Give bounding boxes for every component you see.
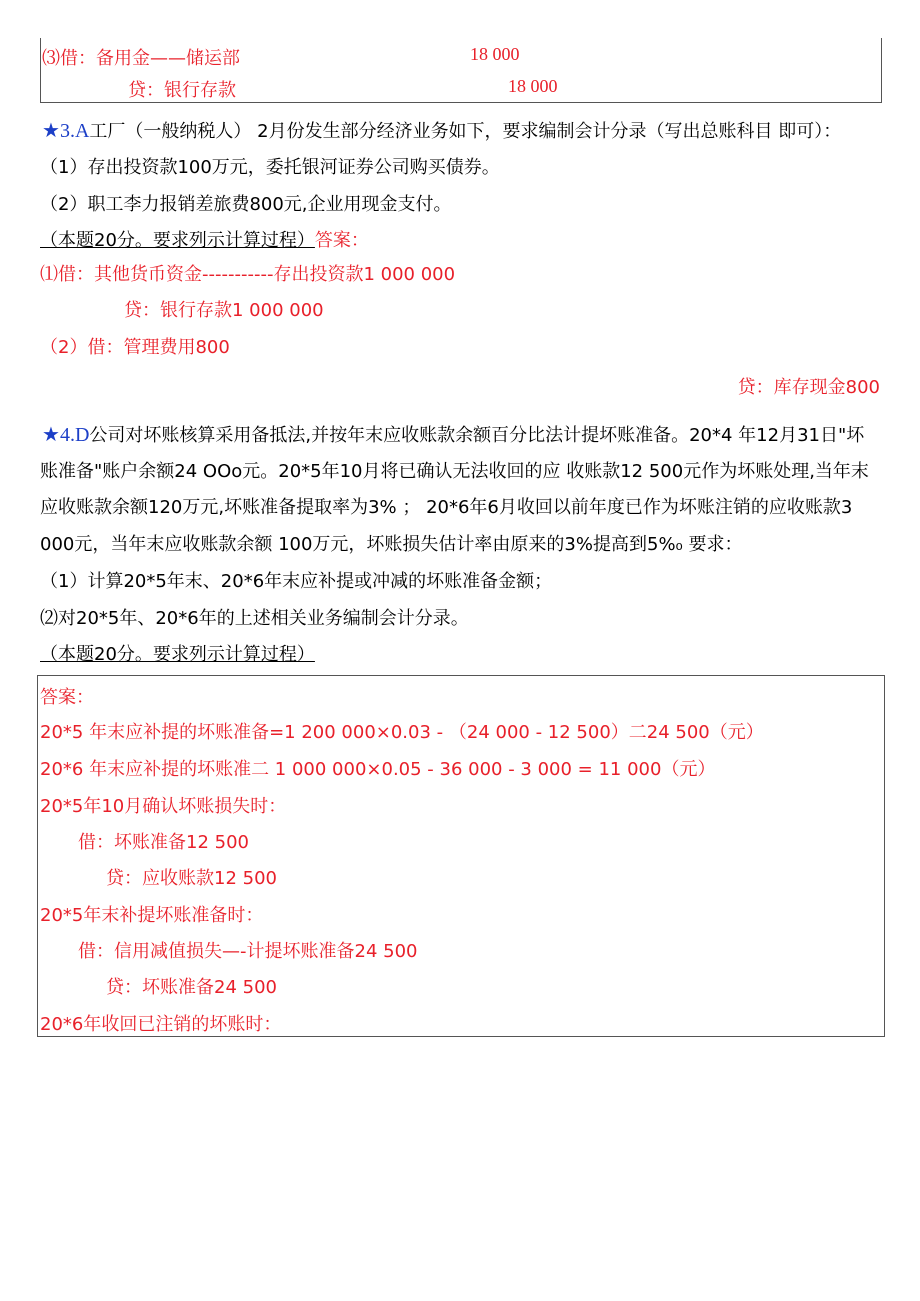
answer-line-5: 贷：应收账款12 500 [106,868,277,889]
answer-line-1: 20*5 年末应补提的坏账准备=1 200 000×0.03 - （24 000 - 12 500）二24 500（元） [40,722,764,743]
question-4-stem-line-4: 000元，当年末应收账款余额 100万元，坏账损失估计率由原来的3%提高到5%₀ 要求： [40,534,743,555]
question-4-item-2: ⑵对20*5年、20*6年的上述相关业务编制会计分录。 [40,608,469,629]
question-number: 4.D [59,424,90,446]
entry-credit-label: 贷：银行存款 [128,80,236,101]
q3-answer-1-credit: 贷：银行存款1 000 000 [124,300,324,321]
question-4-heading [42,421,864,447]
answer-label: 答案： [314,230,369,251]
question-4-stem-line-2: 账准备"账户余额24 OOo元。20*5年10月将已确认无法收回的应 收账款12 500元作为坏账处理,当年末 [40,461,869,482]
question-3-note [40,226,369,252]
answer-box-label: 答案： [40,687,94,708]
q3-answer-1-debit: ⑴借：其他货币资金-----------存出投资款1 000 000 [40,264,456,285]
question-4-item-1: （1）计算20*5年末、20*6年末应补提或冲减的坏账准备金额； [40,571,553,592]
answer-line-4: 借：坏账准备12 500 [78,832,249,853]
question-number: 3.A [59,120,90,142]
question-3-item-2: （2）职工李力报销差旅费800元,企业用现金支付。 [40,194,452,215]
score-note: （本题20分。要求列示计算过程） [40,230,315,251]
answer-line-7: 借：信用减值损失—-计提坏账准备24 500 [78,941,418,962]
answer-line-8: 贷：坏账准备24 500 [106,977,277,998]
q3-answer-2-debit: （2）借：管理费用800 [40,337,230,358]
question-stem: 工厂（一般纳税人） 2月份发生部分经济业务如下，要求编制会计分录（写出总账科目 即可）： [89,121,842,142]
question-3-item-1: （1）存出投资款100万元，委托银河证券公司购买债券。 [40,157,500,178]
question-4-note: （本题20分。要求列示计算过程） [40,644,315,665]
entry-debit-amount: 18 000 [470,44,520,64]
answer-line-9: 20*6年收回已注销的坏账时： [40,1014,282,1035]
question-stem-line-1: 公司对坏账核算采用备抵法,并按年末应收账款余额百分比法计提坏账准备。20*4 年12月31日"坏 [89,425,865,446]
answer-line-2: 20*6 年末应补提的坏账准二 1 000 000×0.05 - 36 000 - 3 000 = 11 000（元） [40,759,716,780]
question-4-stem-line-3: 应收账款余额120万元,坏账准备提取率为3% ； 20*6年6月收回以前年度已作为坏账注销的应收账款3 [40,497,853,518]
star-icon: ★ [42,120,60,142]
q3-answer-2-credit: 贷：库存现金800 [737,377,880,398]
star-icon: ★ [42,424,60,446]
entry-debit-label: ⑶借：备用金——储运部 [42,48,240,69]
entry-credit-amount: 18 000 [508,76,558,96]
answer-line-3: 20*5年10月确认坏账损失时： [40,796,287,817]
answer-line-6: 20*5年末补提坏账准备时： [40,905,264,926]
question-3-heading [42,117,841,143]
